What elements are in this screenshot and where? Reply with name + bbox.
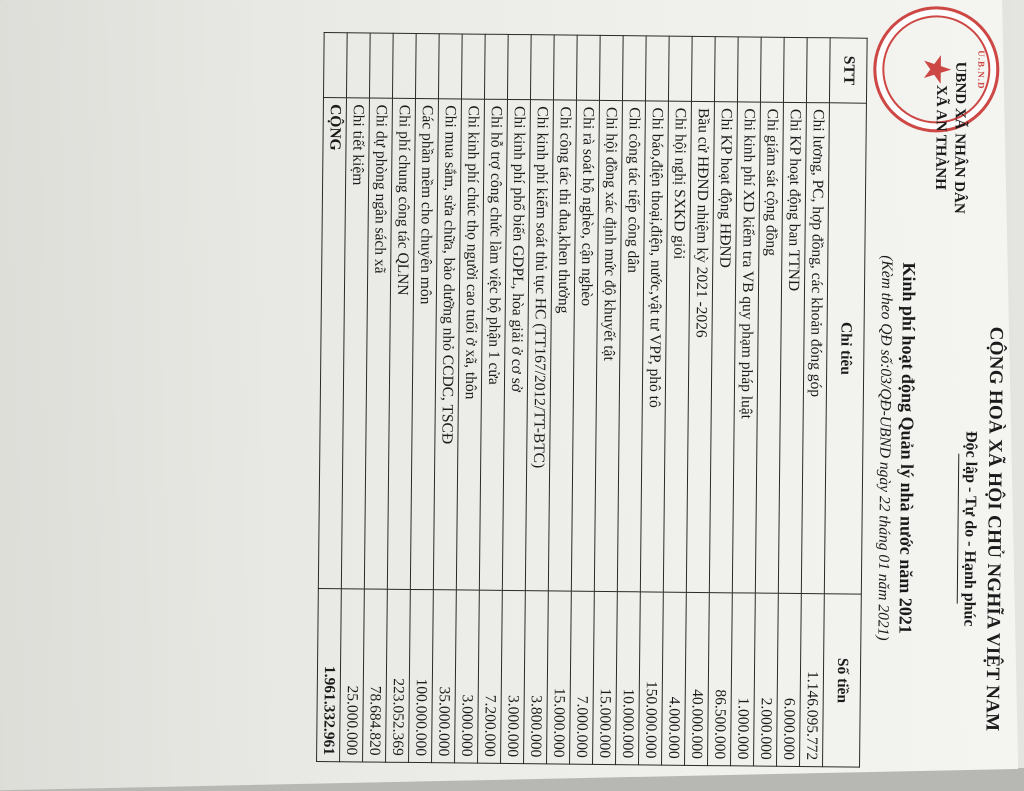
row-stt bbox=[530, 35, 554, 100]
row-amount: 78.684.820 bbox=[363, 589, 388, 762]
motto-underline bbox=[957, 454, 960, 604]
row-amount: 2.000.000 bbox=[754, 593, 779, 766]
row-stt bbox=[599, 35, 623, 100]
total-stt bbox=[323, 33, 347, 98]
row-amount: 1.146.095.772 bbox=[800, 594, 825, 767]
row-amount: 6.000.000 bbox=[777, 593, 802, 766]
row-stt bbox=[438, 34, 462, 99]
row-stt bbox=[369, 33, 393, 98]
row-stt bbox=[346, 33, 370, 98]
row-amount: 4.000.000 bbox=[662, 592, 687, 765]
row-amount: 223.052.369 bbox=[386, 589, 411, 762]
row-item: Chi kinh phí XD kiểm tra VB quy phạm pháp luật bbox=[732, 102, 760, 593]
header-stt: STT bbox=[829, 38, 867, 103]
org-line-2: XÃ AN THÀNH bbox=[932, 85, 950, 190]
row-stt bbox=[806, 38, 830, 103]
row-item: Chi KP hoạt động HĐND bbox=[709, 102, 737, 593]
row-item: Chi tiết kiệm bbox=[341, 98, 369, 589]
row-amount: 100.000.000 bbox=[409, 589, 434, 762]
national-motto: Độc lập - Tự do - Hạnh phúc bbox=[960, 430, 980, 627]
row-stt bbox=[415, 33, 439, 98]
row-amount: 150.000.000 bbox=[639, 592, 664, 765]
table-header-row bbox=[823, 38, 868, 767]
row-amount: 7.000.000 bbox=[570, 591, 595, 764]
total-amount: 1.961.332.961 bbox=[317, 588, 342, 761]
row-item: Chi mua sắm, sửa chữa, bảo dưỡng nhỏ CCDC, TSCĐ bbox=[433, 99, 461, 590]
org-line-1: UBND XÃ NHÂN DÂN bbox=[950, 61, 969, 214]
row-stt bbox=[714, 37, 738, 102]
row-stt bbox=[783, 37, 807, 102]
row-stt bbox=[461, 34, 485, 99]
row-stt bbox=[507, 34, 531, 99]
row-stt bbox=[691, 36, 715, 101]
row-amount: 25.000.000 bbox=[340, 589, 365, 762]
row-item: Chi lương, PC, hợp đồng, các khoản đóng góp bbox=[801, 103, 829, 594]
row-item: Chi giám sát cộng đồng bbox=[755, 102, 783, 593]
header-amount: Số tiền bbox=[823, 594, 862, 767]
row-item: Chi hội đồng xác định mức độ khuyết tật bbox=[594, 100, 622, 591]
row-stt bbox=[484, 34, 508, 99]
row-amount: 15.000.000 bbox=[593, 591, 618, 764]
row-stt bbox=[622, 36, 646, 101]
row-amount: 10.000.000 bbox=[616, 592, 641, 765]
row-item: Chi hội nghị SXKD giỏi bbox=[663, 101, 691, 592]
row-item: Chi kinh phí chúc thọ người cao tuổi ở xã, thôn bbox=[456, 99, 484, 590]
row-item: Chi báo,điện thoại,điện, nước,vật tư VPP, phô tô bbox=[640, 101, 668, 592]
row-item: Chi hỗ trợ công chức làm việc bộ phận 1 cửa bbox=[479, 99, 507, 590]
row-stt bbox=[576, 35, 600, 100]
row-amount: 3.000.000 bbox=[455, 590, 480, 763]
row-amount: 15.000.000 bbox=[547, 591, 572, 764]
row-item: Chi công tác thi đua,khen thưởng bbox=[548, 100, 576, 591]
total-label: CỘNG bbox=[318, 98, 346, 589]
document-title: Kinh phí hoạt động Quản lý nhà nước năm 2021 bbox=[895, 262, 920, 634]
row-stt bbox=[737, 37, 761, 102]
row-stt bbox=[645, 36, 669, 101]
row-stt bbox=[553, 35, 577, 100]
document-subtitle: (Kèm theo QĐ số:03/QĐ-UBND ngày 22 tháng 01 năm 2021) bbox=[874, 255, 896, 641]
document-page bbox=[8, 0, 1016, 769]
row-stt bbox=[392, 33, 416, 98]
row-item: Các phần mềm cho chuyên môn bbox=[410, 98, 438, 589]
row-item: Chi kinh phí kiểm soát thủ tục HC (TT167/2012/TT-BTC) bbox=[525, 100, 553, 591]
row-amount: 3.000.000 bbox=[501, 590, 526, 763]
row-item: Chi công tác tiếp công dân bbox=[617, 101, 645, 592]
issuing-authority bbox=[929, 22, 969, 252]
table-body bbox=[340, 33, 831, 767]
header-item: Chỉ tiêu bbox=[824, 103, 866, 594]
row-amount: 3.800.000 bbox=[524, 591, 549, 764]
row-item: Chi kinh phí phổ biến GDPL, hòa giải ở cơ sở bbox=[502, 99, 530, 590]
row-item: Chi dự phòng ngân sách xã bbox=[364, 98, 392, 589]
stamp-text: U.B.N.D bbox=[976, 50, 987, 90]
row-amount: 86.500.000 bbox=[708, 593, 733, 766]
row-amount: 1.000.000 bbox=[731, 593, 756, 766]
row-item: Chi KP hoạt động ban TTND bbox=[778, 102, 806, 593]
row-amount: 35.000.000 bbox=[432, 590, 457, 763]
row-stt bbox=[760, 37, 784, 102]
row-stt bbox=[668, 36, 692, 101]
row-item: Bầu cử HĐND nhiệm kỳ 2021 -2026 bbox=[686, 101, 714, 592]
row-amount: 40.000.000 bbox=[685, 592, 710, 765]
country-name: CỘNG HOÀ XÃ HỘI CHỦ NGHĨA VIỆT NAM bbox=[981, 326, 1007, 732]
row-item: Chi phí chung công tác QLNN bbox=[387, 98, 415, 589]
row-item: Chi rà soát hộ nghèo, cận nghèo bbox=[571, 100, 599, 591]
row-amount: 7.200.000 bbox=[478, 590, 503, 763]
budget-table bbox=[316, 32, 868, 768]
national-heading bbox=[955, 289, 1007, 769]
